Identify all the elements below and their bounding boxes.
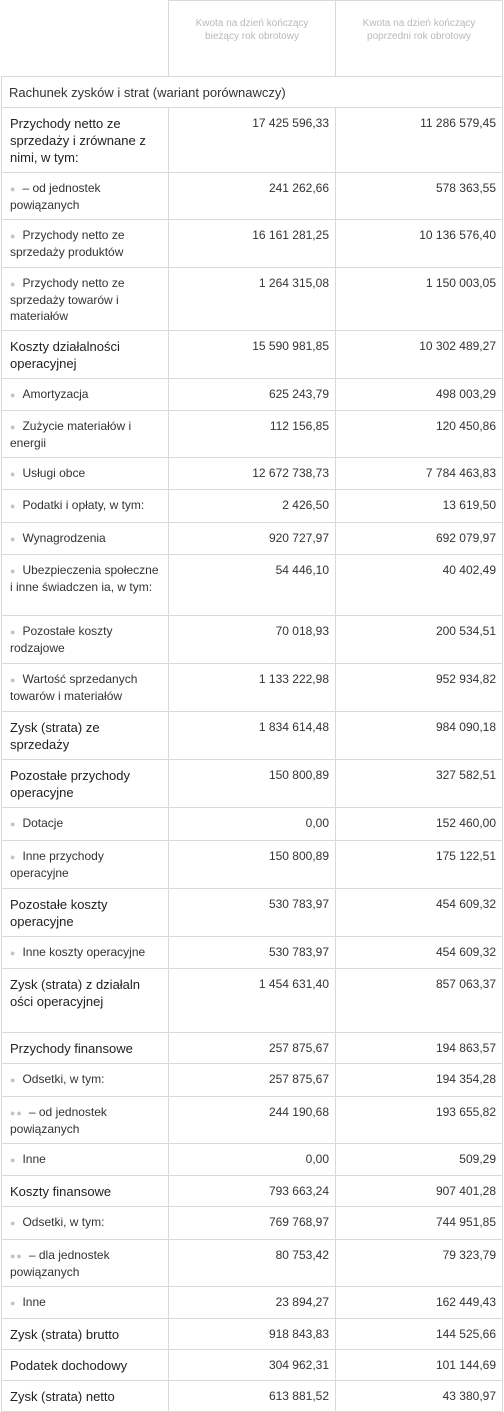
previous-year-value-cell: [336, 1207, 503, 1240]
current-year-value-cell: [169, 760, 336, 808]
current-year-value-cell: [169, 555, 336, 616]
indent-bullet-icon: ●: [10, 675, 17, 685]
previous-year-value-cell: [336, 523, 503, 555]
row-label-cell: [2, 1064, 169, 1097]
row-label: Usługi obce: [22, 466, 86, 480]
row-label-wrap: [2, 331, 168, 378]
current-year-value-cell: [169, 889, 336, 937]
current-year-value-cell: [169, 841, 336, 889]
table-row: [2, 1176, 503, 1207]
table-row: [2, 616, 503, 664]
current-year-value: 918 843,83: [268, 1327, 329, 1341]
current-year-value-cell: [169, 458, 336, 490]
previous-year-value-cell: [336, 1144, 503, 1176]
current-year-value-cell: [169, 937, 336, 969]
indent-bullet-icon: ●: [10, 231, 17, 241]
previous-year-value: 40 402,49: [442, 563, 496, 577]
current-year-value-cell: [169, 1319, 336, 1350]
row-label-cell: [2, 1319, 169, 1350]
current-year-value: 16 161 281,25: [252, 228, 329, 242]
current-year-value: 54 446,10: [275, 563, 329, 577]
indent-bullet-icon: ●: [10, 501, 17, 511]
previous-year-value-cell: [336, 1319, 503, 1350]
previous-year-value: 194 354,28: [435, 1072, 496, 1086]
indent-bullet-icon: ●: [10, 279, 17, 289]
current-year-value-cell: [169, 1350, 336, 1381]
current-year-value-cell: [169, 1207, 336, 1240]
row-label-cell: [2, 712, 169, 760]
row-label-cell: [2, 1144, 169, 1176]
previous-year-value-cell: [336, 379, 503, 411]
header-empty-cell: [2, 1, 169, 77]
current-year-value: 112 156,85: [269, 419, 329, 433]
current-year-value: 793 663,24: [268, 1184, 329, 1198]
row-label-wrap: [2, 490, 168, 520]
current-year-value-cell: [169, 523, 336, 555]
previous-year-value-cell: [336, 1240, 503, 1287]
current-year-value: 2 426,50: [282, 498, 329, 512]
previous-year-value-cell: [336, 268, 503, 331]
previous-year-value-cell: [336, 1033, 503, 1064]
indent-bullet-icon: ●: [10, 1155, 17, 1165]
current-year-value-cell: [169, 1381, 336, 1412]
indent-bullet-icon: ●●: [10, 1251, 23, 1261]
current-year-value-cell: [169, 173, 336, 220]
current-year-value-cell: [169, 379, 336, 411]
row-label: Przychody netto ze sprzedaży towarów i materiałów: [10, 276, 125, 323]
row-label-wrap: [2, 411, 168, 457]
previous-year-value: 10 136 576,40: [419, 228, 496, 242]
table-row: [2, 458, 503, 490]
previous-year-value: 578 363,55: [435, 181, 496, 195]
current-year-value: 0,00: [305, 816, 329, 830]
current-year-value: 613 881,52: [268, 1389, 329, 1403]
previous-year-value-cell: [336, 712, 503, 760]
current-year-value: 769 768,97: [268, 1215, 329, 1229]
current-year-value: 257 875,67: [268, 1072, 329, 1086]
previous-year-value-cell: [336, 490, 503, 523]
row-label-cell: [2, 841, 169, 889]
header-row: [2, 1, 503, 77]
current-year-value: 80 753,42: [275, 1248, 329, 1262]
table-row: [2, 1240, 503, 1287]
current-year-value-cell: [169, 616, 336, 664]
row-label-cell: [2, 616, 169, 664]
header-previous-year: [336, 1, 503, 77]
row-label: – od jednostek powiązanych: [10, 1105, 107, 1136]
previous-year-value: 327 582,51: [435, 768, 496, 782]
row-label-wrap: [2, 1381, 168, 1411]
row-label-cell: [2, 173, 169, 220]
row-label-cell: [2, 379, 169, 411]
row-label-cell: [2, 331, 169, 379]
row-label: Przychody netto ze sprzedaży produktów: [10, 228, 125, 259]
row-label: Dotacje: [22, 816, 64, 830]
table-row: [2, 523, 503, 555]
current-year-value: 625 243,79: [268, 387, 329, 401]
header-current-year: [169, 1, 336, 77]
row-label-cell: [2, 523, 169, 555]
indent-bullet-icon: ●: [10, 390, 17, 400]
table-row: [2, 1381, 503, 1412]
table-row: [2, 1350, 503, 1381]
table-row: [2, 664, 503, 712]
previous-year-value-cell: [336, 841, 503, 889]
income-statement-table: [1, 0, 503, 1412]
row-label: – od jednostek powiązanych: [10, 181, 101, 212]
row-label: Podatki i opłaty, w tym:: [22, 498, 145, 512]
row-label-wrap: [2, 937, 168, 967]
current-year-value: 920 727,97: [268, 531, 329, 545]
row-label: Pozostałe koszty operacyjne: [10, 897, 108, 929]
current-year-value: 530 783,97: [268, 945, 329, 959]
table-row: [2, 937, 503, 969]
table-row: [2, 1287, 503, 1319]
row-label-wrap: [2, 841, 168, 887]
current-year-value-cell: [169, 808, 336, 841]
table-row: [2, 411, 503, 458]
previous-year-value: 744 951,85: [435, 1215, 496, 1229]
previous-year-value: 162 449,43: [435, 1295, 496, 1309]
current-year-value: 1 454 631,40: [258, 977, 329, 991]
current-year-value-cell: [169, 1287, 336, 1319]
row-label-wrap: [2, 889, 168, 936]
row-label: Wartość sprzedanych towarów i materiałów: [10, 672, 138, 703]
row-label: Inne koszty operacyjne: [22, 945, 146, 959]
row-label: Odsetki, w tym:: [22, 1215, 105, 1229]
row-label: – dla jednostek powiązanych: [10, 1248, 110, 1279]
current-year-value: 17 425 596,33: [252, 116, 329, 130]
table-row: [2, 808, 503, 841]
previous-year-value-cell: [336, 616, 503, 664]
current-year-value-cell: [169, 108, 336, 173]
previous-year-value: 144 525,66: [435, 1327, 496, 1341]
previous-year-value-cell: [336, 173, 503, 220]
row-label-cell: [2, 108, 169, 173]
indent-bullet-icon: ●: [10, 422, 17, 432]
previous-year-value-cell: [336, 1097, 503, 1144]
table-row: [2, 889, 503, 937]
table-row: [2, 841, 503, 889]
previous-year-value-cell: [336, 1064, 503, 1097]
previous-year-value-cell: [336, 808, 503, 841]
row-label-cell: [2, 1207, 169, 1240]
previous-year-value-cell: [336, 1287, 503, 1319]
table-row: [2, 331, 503, 379]
row-label-wrap: [2, 268, 168, 330]
row-label: Inne: [22, 1295, 46, 1309]
row-label-cell: [2, 555, 169, 616]
table-row: [2, 1064, 503, 1097]
table-row: [2, 1207, 503, 1240]
row-label-wrap: [2, 1207, 168, 1237]
current-year-value: 530 783,97: [268, 897, 329, 911]
current-year-value-cell: [169, 1240, 336, 1287]
row-label-wrap: [2, 1319, 168, 1349]
previous-year-value-cell: [336, 760, 503, 808]
previous-year-value-cell: [336, 1350, 503, 1381]
row-label-wrap: [2, 1064, 168, 1094]
row-label-cell: [2, 411, 169, 458]
current-year-value-cell: [169, 1064, 336, 1097]
row-label-wrap: [2, 108, 168, 172]
row-label-cell: [2, 664, 169, 712]
row-label-wrap: [2, 1097, 168, 1143]
current-year-value: 0,00: [305, 1152, 329, 1166]
current-year-value: 23 894,27: [275, 1295, 329, 1309]
previous-year-value: 194 863,57: [435, 1041, 496, 1055]
row-label-wrap: [2, 220, 168, 266]
row-label-cell: [2, 760, 169, 808]
current-year-value: 12 672 738,73: [252, 466, 329, 480]
previous-year-value-cell: [336, 937, 503, 969]
row-label-cell: [2, 1097, 169, 1144]
row-label-wrap: [2, 379, 168, 409]
indent-bullet-icon: ●: [10, 566, 17, 576]
previous-year-value-cell: [336, 1176, 503, 1207]
previous-year-value: 1 150 003,05: [425, 276, 496, 290]
current-year-value: 304 962,31: [268, 1358, 329, 1372]
row-label: Odsetki, w tym:: [22, 1072, 105, 1086]
row-label: Pozostałe przychody operacyjne: [10, 768, 130, 800]
current-year-value-cell: [169, 664, 336, 712]
row-label-cell: [2, 268, 169, 331]
previous-year-value-cell: [336, 458, 503, 490]
row-label: Inne przychody operacyjne: [10, 849, 104, 880]
header-previous-year-label: Kwota na dzień kończący poprzedni rok obrotowy: [362, 18, 476, 42]
row-label-cell: [2, 1287, 169, 1319]
table-row: [2, 268, 503, 331]
table-row: [2, 555, 503, 616]
row-label-cell: [2, 1240, 169, 1287]
current-year-value: 244 190,68: [268, 1105, 329, 1119]
previous-year-value-cell: [336, 555, 503, 616]
previous-year-value: 101 144,69: [435, 1358, 496, 1372]
row-label-wrap: [2, 616, 168, 662]
current-year-value-cell: [169, 1033, 336, 1064]
previous-year-value: 152 460,00: [435, 816, 496, 830]
row-label-wrap: [2, 712, 168, 759]
table-row: [2, 220, 503, 268]
row-label-wrap: [2, 173, 168, 219]
row-label-wrap: [2, 1240, 168, 1286]
current-year-value: 1 133 222,98: [258, 672, 329, 686]
row-label: Zysk (strata) netto: [10, 1389, 115, 1404]
section-row: [2, 77, 503, 108]
row-label-cell: [2, 937, 169, 969]
indent-bullet-icon: ●: [10, 819, 17, 829]
indent-bullet-icon: ●: [10, 627, 17, 637]
table-row: [2, 1319, 503, 1350]
current-year-value: 15 590 981,85: [252, 339, 329, 353]
indent-bullet-icon: ●: [10, 534, 17, 544]
previous-year-value: 43 380,97: [442, 1389, 496, 1403]
row-label: Koszty finansowe: [10, 1184, 112, 1199]
table-row: [2, 490, 503, 523]
row-label: Pozostałe koszty rodzajowe: [10, 624, 113, 655]
row-label-cell: [2, 490, 169, 523]
current-year-value-cell: [169, 969, 336, 1033]
current-year-value: 70 018,93: [275, 624, 329, 638]
table-row: [2, 1144, 503, 1176]
previous-year-value-cell: [336, 1381, 503, 1412]
indent-bullet-icon: ●●: [10, 1108, 23, 1118]
previous-year-value-cell: [336, 331, 503, 379]
previous-year-value: 498 003,29: [435, 387, 496, 401]
current-year-value-cell: [169, 1176, 336, 1207]
row-label: Przychody netto ze sprzedaży i zrównane z nimi, w tym:: [10, 116, 146, 165]
previous-year-value: 193 655,82: [435, 1105, 496, 1119]
row-label-wrap: [2, 808, 168, 838]
previous-year-value-cell: [336, 108, 503, 173]
row-label: Zysk (strata) brutto: [10, 1327, 120, 1342]
table-row: [2, 969, 503, 1033]
row-label: Koszty działalności operacyjnej: [10, 339, 120, 371]
previous-year-value: 454 609,32: [435, 945, 496, 959]
previous-year-value-cell: [336, 411, 503, 458]
previous-year-value-cell: [336, 969, 503, 1033]
previous-year-value: 984 090,18: [435, 720, 496, 734]
current-year-value: 1 834 614,48: [258, 720, 329, 734]
table-row: [2, 1033, 503, 1064]
previous-year-value: 952 934,82: [435, 672, 496, 686]
previous-year-value: 7 784 463,83: [425, 466, 496, 480]
row-label-wrap: [2, 1350, 168, 1380]
previous-year-value-cell: [336, 664, 503, 712]
row-label: Zysk (strata) z działaln ości operacyjnej: [10, 977, 141, 1009]
current-year-value: 257 875,67: [268, 1041, 329, 1055]
previous-year-value: 175 122,51: [435, 849, 496, 863]
table-row: [2, 712, 503, 760]
row-label-wrap: [2, 1176, 168, 1206]
row-label: Amortyzacja: [22, 387, 89, 401]
table-row: [2, 1097, 503, 1144]
row-label-cell: [2, 1033, 169, 1064]
row-label: Wynagrodzenia: [22, 531, 106, 545]
previous-year-value: 509,29: [459, 1152, 496, 1166]
previous-year-value-cell: [336, 220, 503, 268]
current-year-value-cell: [169, 712, 336, 760]
previous-year-value: 857 063,37: [435, 977, 496, 991]
previous-year-value-cell: [336, 889, 503, 937]
previous-year-value: 907 401,28: [435, 1184, 496, 1198]
row-label-wrap: [2, 664, 168, 710]
previous-year-value: 200 534,51: [435, 624, 496, 638]
previous-year-value: 79 323,79: [442, 1248, 496, 1262]
row-label-cell: [2, 1350, 169, 1381]
row-label-cell: [2, 458, 169, 490]
indent-bullet-icon: ●: [10, 1075, 17, 1085]
row-label-cell: [2, 889, 169, 937]
row-label-cell: [2, 969, 169, 1033]
table-row: [2, 760, 503, 808]
indent-bullet-icon: ●: [10, 469, 17, 479]
current-year-value-cell: [169, 331, 336, 379]
previous-year-value: 454 609,32: [435, 897, 496, 911]
row-label-cell: [2, 1176, 169, 1207]
indent-bullet-icon: ●: [10, 1218, 17, 1228]
row-label-wrap: [2, 523, 168, 553]
row-label-wrap: [2, 458, 168, 488]
row-label-wrap: [2, 1287, 168, 1317]
table-row: [2, 379, 503, 411]
row-label: Podatek dochodowy: [10, 1358, 128, 1373]
indent-bullet-icon: ●: [10, 852, 17, 862]
current-year-value-cell: [169, 411, 336, 458]
row-label: Zysk (strata) ze sprzedaży: [10, 720, 100, 752]
row-label: Przychody finansowe: [10, 1041, 133, 1056]
row-label-cell: [2, 808, 169, 841]
current-year-value: 150 800,89: [268, 849, 329, 863]
table-row: [2, 108, 503, 173]
indent-bullet-icon: ●: [10, 1298, 17, 1308]
current-year-value: 241 262,66: [268, 181, 329, 195]
row-label-wrap: [2, 969, 168, 1016]
previous-year-value: 13 619,50: [442, 498, 496, 512]
row-label-cell: [2, 220, 169, 268]
current-year-value-cell: [169, 220, 336, 268]
row-label-wrap: [2, 555, 168, 601]
previous-year-value: 692 079,97: [435, 531, 496, 545]
row-label-wrap: [2, 1144, 168, 1174]
table-row: [2, 173, 503, 220]
row-label-cell: [2, 1381, 169, 1412]
current-year-value-cell: [169, 1097, 336, 1144]
previous-year-value: 11 286 579,45: [420, 116, 496, 130]
previous-year-value: 10 302 489,27: [419, 339, 496, 353]
current-year-value-cell: [169, 490, 336, 523]
indent-bullet-icon: ●: [10, 948, 17, 958]
indent-bullet-icon: ●: [10, 184, 17, 194]
header-current-year-label: Kwota na dzień kończący bieżący rok obrotowy: [195, 18, 309, 42]
row-label: Ubezpieczenia społeczne i inne świadczen ia, w tym:: [10, 563, 159, 594]
row-label: Zużycie materiałów i energii: [10, 419, 132, 450]
previous-year-value: 120 450,86: [435, 419, 496, 433]
current-year-value: 1 264 315,08: [258, 276, 329, 290]
row-label-wrap: [2, 760, 168, 807]
row-label: Inne: [22, 1152, 46, 1166]
current-year-value-cell: [169, 268, 336, 331]
current-year-value: 150 800,89: [268, 768, 329, 782]
section-title: Rachunek zysków i strat (wariant porównawczy): [9, 85, 286, 100]
current-year-value-cell: [169, 1144, 336, 1176]
row-label-wrap: [2, 1033, 168, 1063]
section-title-cell: [2, 77, 503, 108]
